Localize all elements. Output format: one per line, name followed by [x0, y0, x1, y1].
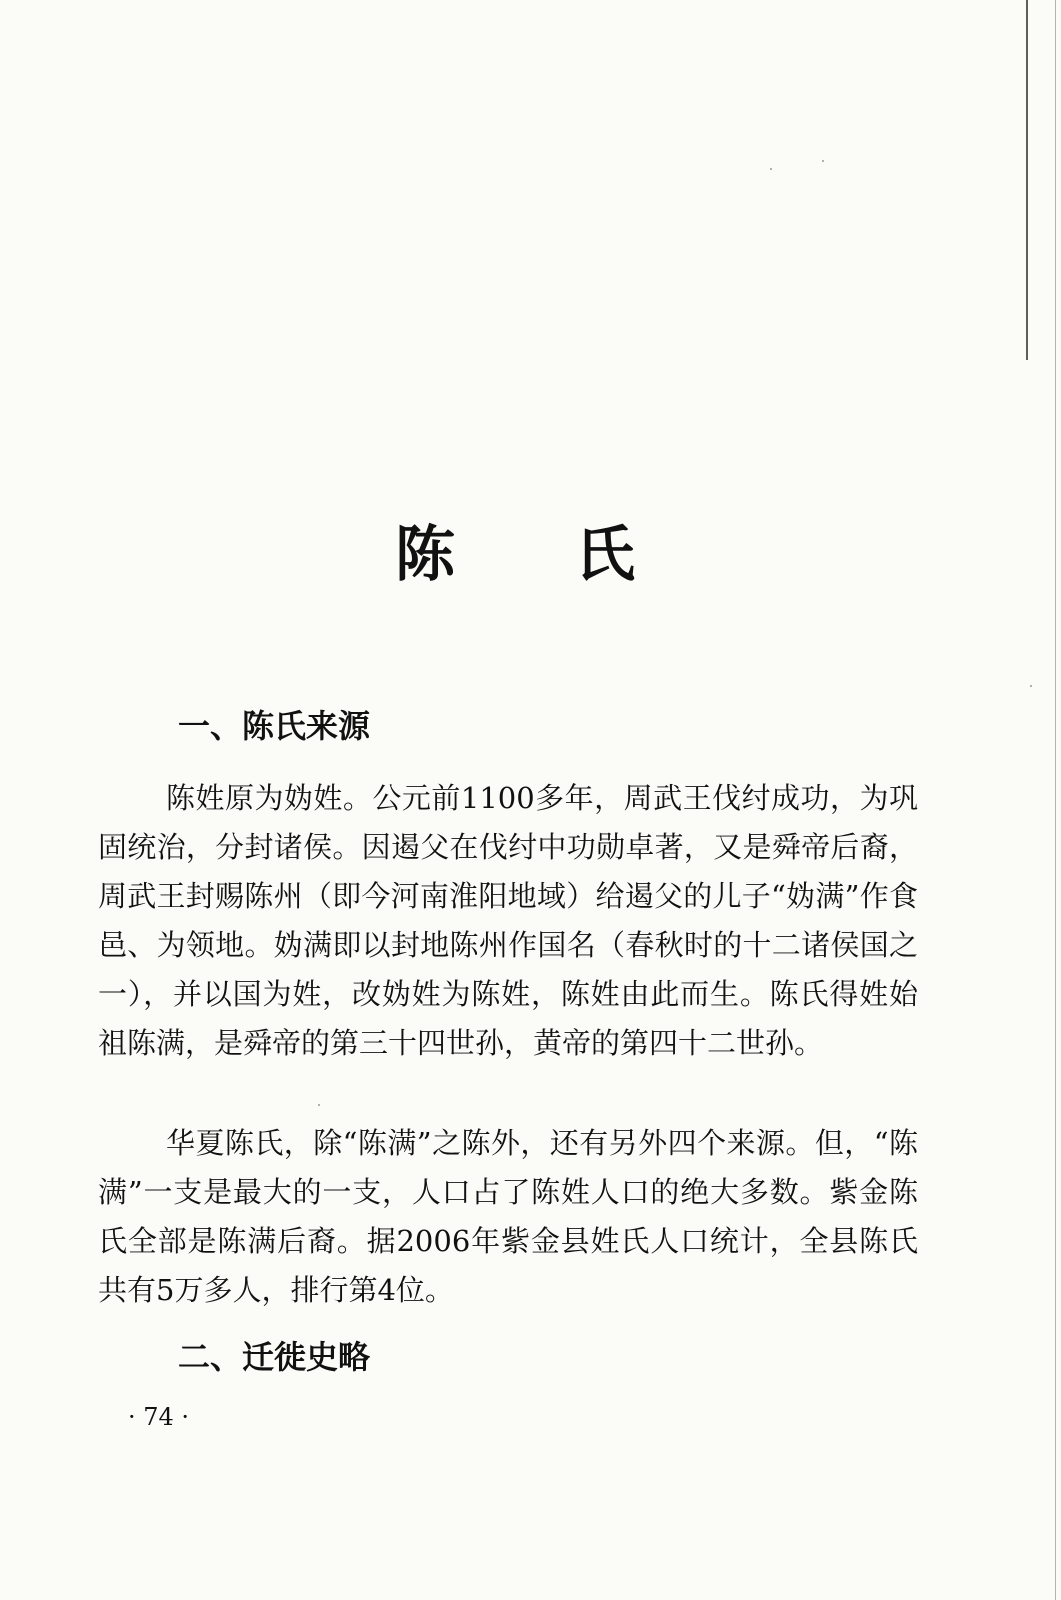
scan-edge-line	[1026, 0, 1028, 360]
scan-speck	[318, 1104, 320, 1106]
title-char-2: 氏	[575, 520, 635, 590]
scan-speck	[822, 160, 824, 162]
section-heading-migration: 二、迁徙史略	[178, 1338, 371, 1376]
scan-speck	[770, 168, 772, 170]
page-number: · 74 ·	[128, 1403, 190, 1431]
scan-speck	[1030, 685, 1032, 687]
page-title	[395, 520, 635, 590]
scan-edge-line-right	[1055, 0, 1056, 1600]
paragraph-origin-1: 陈姓原为妫姓。公元前1100多年，周武王伐纣成功，为巩固统治，分封诸侯。因遏父在伐纣中功勋卓著，又是舜帝后裔，周武王封赐陈州（即今河南淮阳地域）给遏父的儿子“妫满”作食邑、为领地。妫满即以封地陈州作国名（春秋时的十二诸侯国之一），并以国为姓，改妫姓为陈姓，陈姓由此而生。陈氏得姓始祖陈满，是舜帝的第三十四世孙，黄帝的第四十二世孙。	[98, 781, 918, 1060]
title-char-1: 陈	[395, 520, 455, 590]
paragraph-origin-2: 华夏陈氏，除“陈满”之陈外，还有另外四个来源。但，“陈满”一支是最大的一支，人口占了陈姓人口的绝大多数。紫金陈氏全部是陈满后裔。据2006年紫金县姓氏人口统计，全县陈氏共有5万多人，排行第4位。	[98, 1126, 918, 1307]
section-heading-origin: 一、陈氏来源	[178, 707, 371, 745]
